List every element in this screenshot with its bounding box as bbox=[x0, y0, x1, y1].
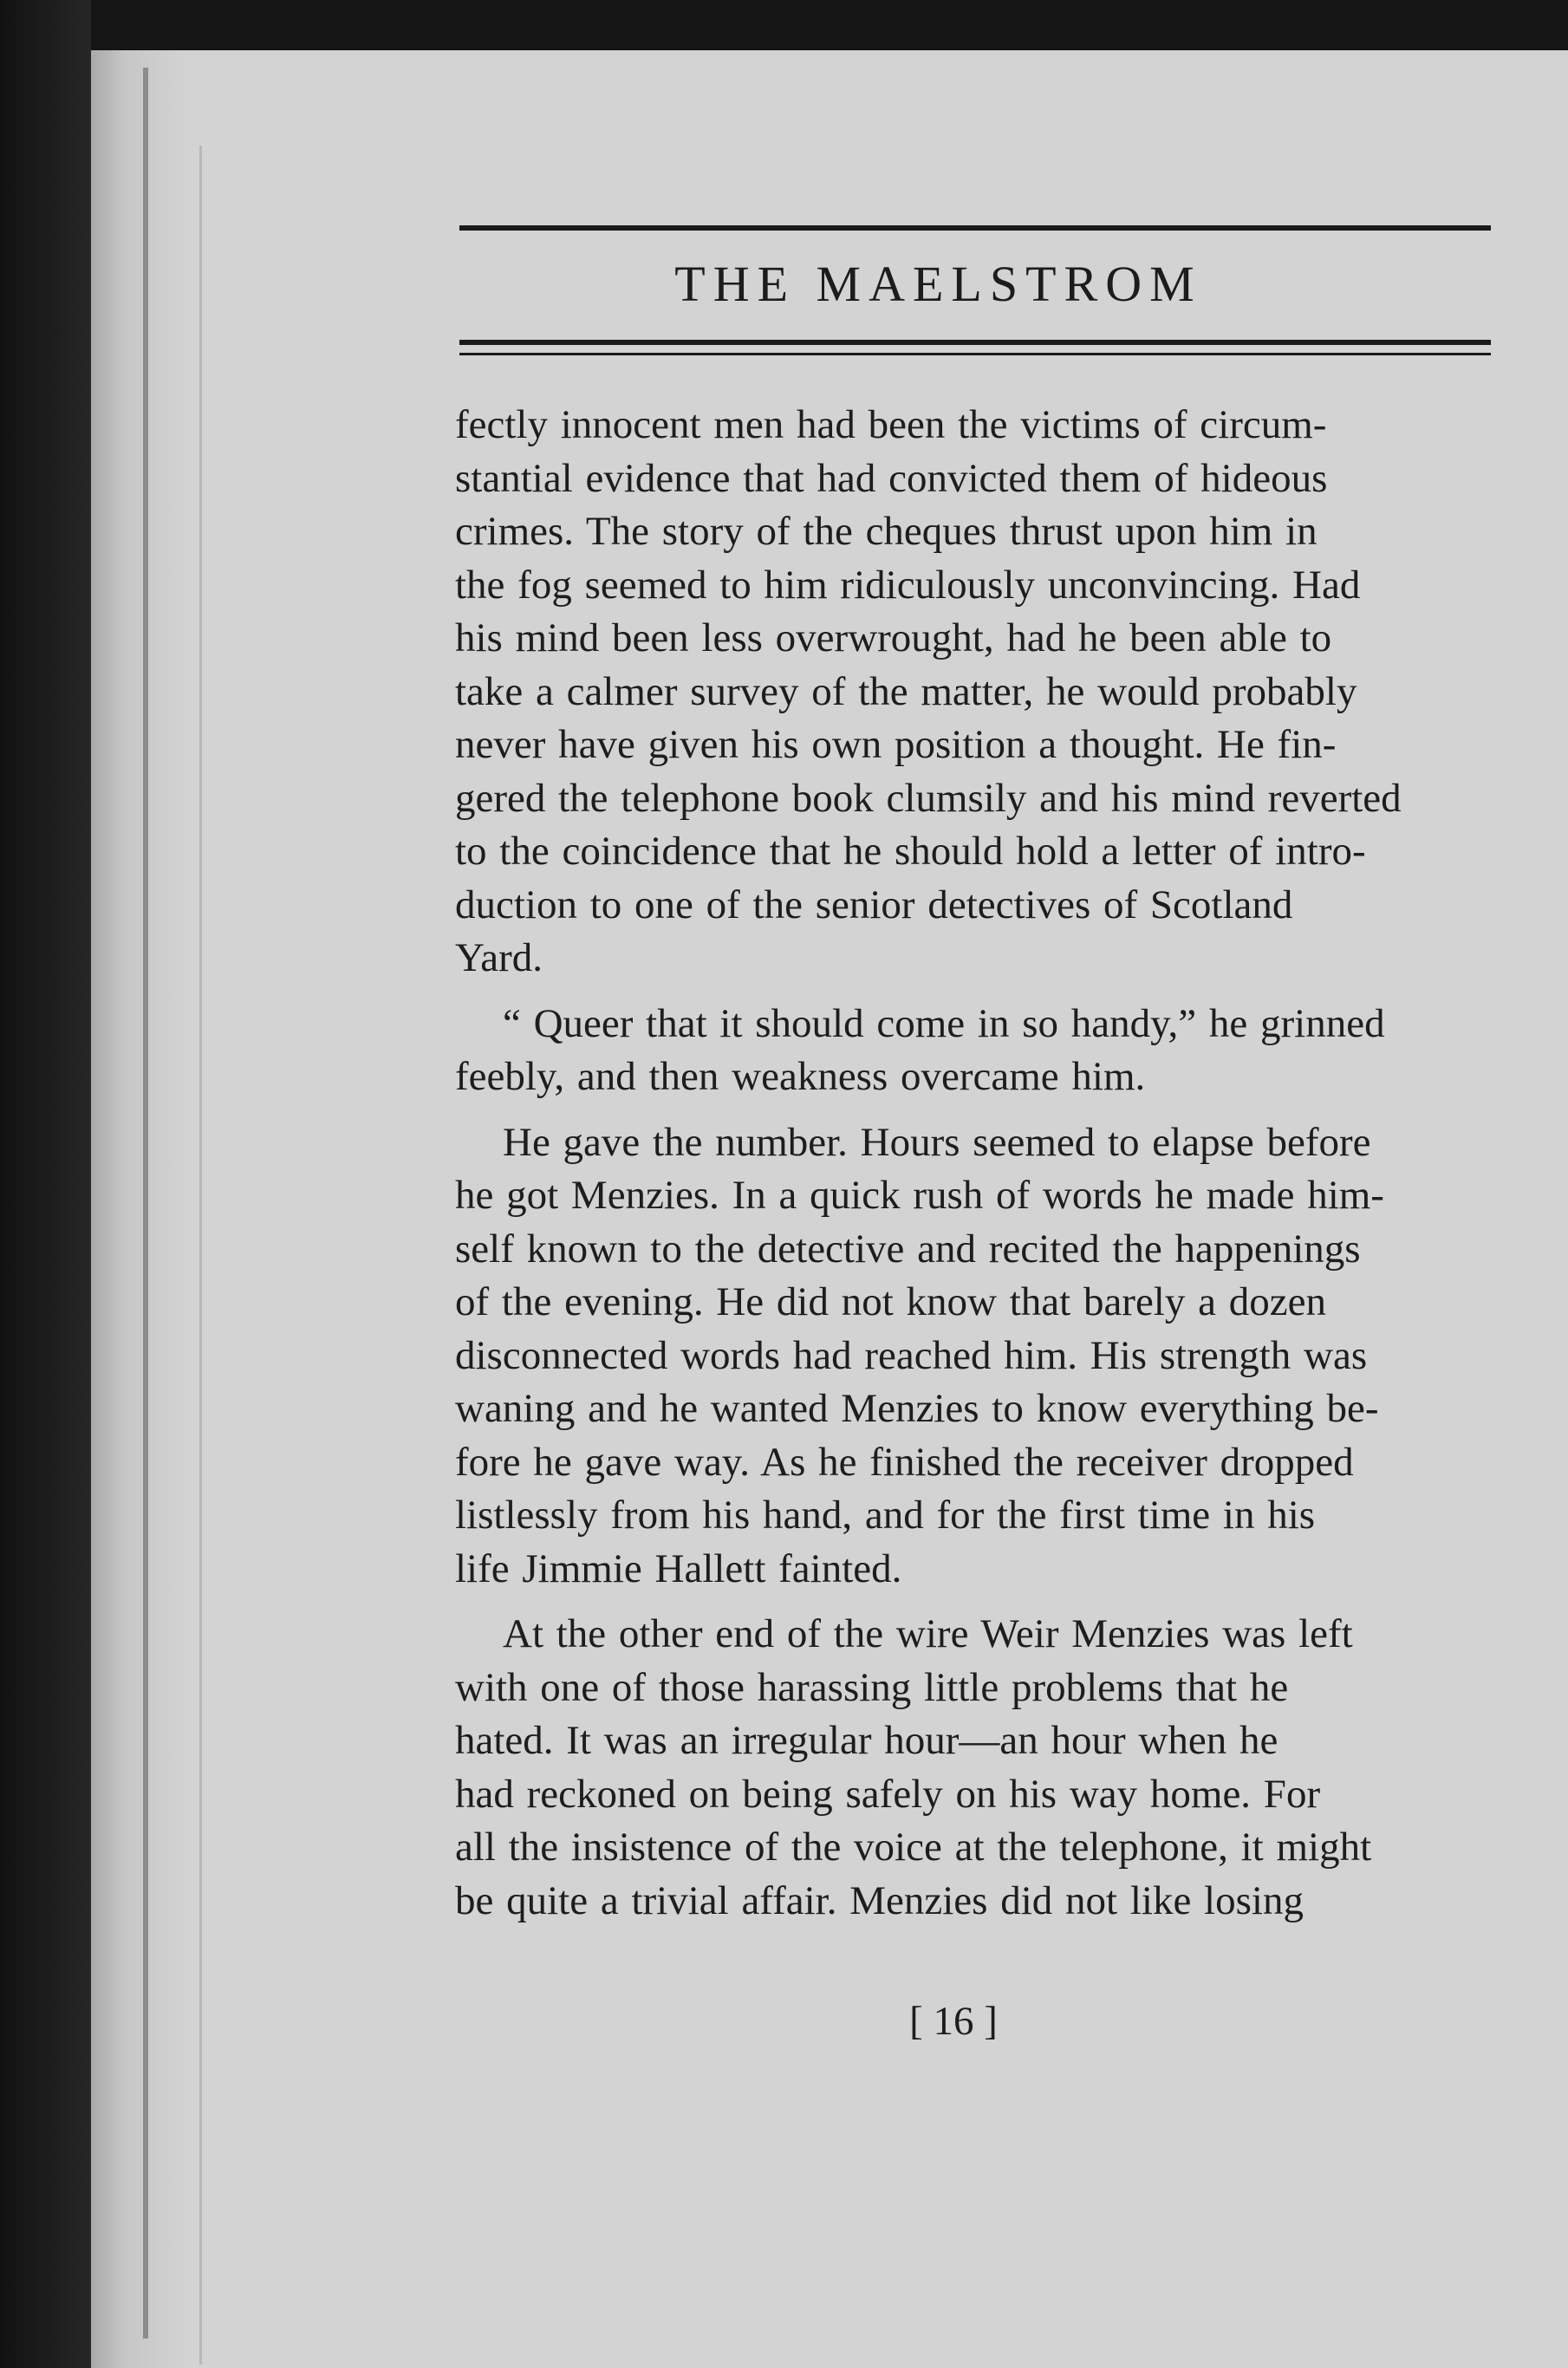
text-line: listlessly from his hand, and for the first time in his bbox=[455, 1493, 1316, 1538]
text-line: to the coincidence that he should hold a letter of intro- bbox=[455, 829, 1366, 874]
text-line: he got Menzies. In a quick rush of words he made him- bbox=[455, 1173, 1384, 1218]
text-line: fore he gave way. As he finished the receiver dropped bbox=[455, 1439, 1354, 1485]
page-edge-line bbox=[143, 68, 148, 2339]
text-line: feebly, and then weakness overcame him. bbox=[455, 1054, 1146, 1099]
paragraph-gap bbox=[455, 1104, 1539, 1116]
text-line: be quite a trivial affair. Menzies did not like losing bbox=[455, 1877, 1304, 1923]
body-text bbox=[455, 399, 1539, 1928]
page-edge-line-inner bbox=[199, 146, 202, 2365]
text-line: “ Queer that it should come in so handy,” he grinned bbox=[503, 1000, 1385, 1046]
text-line: his mind been less overwrought, had he been able to bbox=[455, 615, 1332, 660]
text-line: take a calmer survey of the matter, he would probably bbox=[455, 668, 1357, 714]
text-line: of the evening. He did not know that barely a dozen bbox=[455, 1279, 1326, 1324]
text-line: self known to the detective and recited the happenings bbox=[455, 1226, 1361, 1272]
text-line: He gave the number. Hours seemed to elapse before bbox=[503, 1119, 1371, 1165]
text-line: had reckoned on being safely on his way home. For bbox=[455, 1771, 1321, 1817]
text-line: Yard. bbox=[455, 935, 543, 980]
text-line: life Jimmie Hallett fainted. bbox=[455, 1545, 902, 1591]
text-line: waning and he wanted Menzies to know everything be- bbox=[455, 1386, 1379, 1431]
scan-background-left bbox=[0, 0, 91, 2368]
text-line: the fog seemed to him ridiculously unconvincing. Had bbox=[455, 562, 1361, 608]
text-line: all the insistence of the voice at the telephone, it might bbox=[455, 1825, 1372, 1870]
paragraph-gap bbox=[455, 1596, 1539, 1608]
text-line: hated. It was an irregular hour—an hour when he bbox=[455, 1718, 1278, 1763]
text-line: crimes. The story of the cheques thrust upon him in bbox=[455, 509, 1318, 554]
text-line: stantial evidence that had convicted them of hideous bbox=[455, 455, 1328, 501]
page-number: [ 16 ] bbox=[909, 1999, 998, 2044]
text-line: At the other end of the wire Weir Menzies was left bbox=[503, 1611, 1353, 1656]
running-head: THE MAELSTROM bbox=[674, 256, 1202, 312]
page-gutter-shadow bbox=[91, 50, 186, 2368]
header-rule-bottom-thick bbox=[459, 340, 1491, 345]
text-line: never have given his own position a thought. He fin- bbox=[455, 722, 1337, 767]
text-line: disconnected words had reached him. His strength was bbox=[455, 1332, 1368, 1378]
header-rule-top bbox=[459, 225, 1491, 231]
text-line: duction to one of the senior detectives of Scotland bbox=[455, 881, 1293, 927]
text-line: with one of those harassing little problems that he bbox=[455, 1664, 1289, 1710]
text-line: fectly innocent men had been the victims of circum- bbox=[455, 402, 1327, 447]
text-line: gered the telephone book clumsily and his mind reverted bbox=[455, 775, 1402, 821]
header-rule-bottom-thin bbox=[459, 353, 1491, 355]
paragraph-gap bbox=[455, 986, 1539, 998]
